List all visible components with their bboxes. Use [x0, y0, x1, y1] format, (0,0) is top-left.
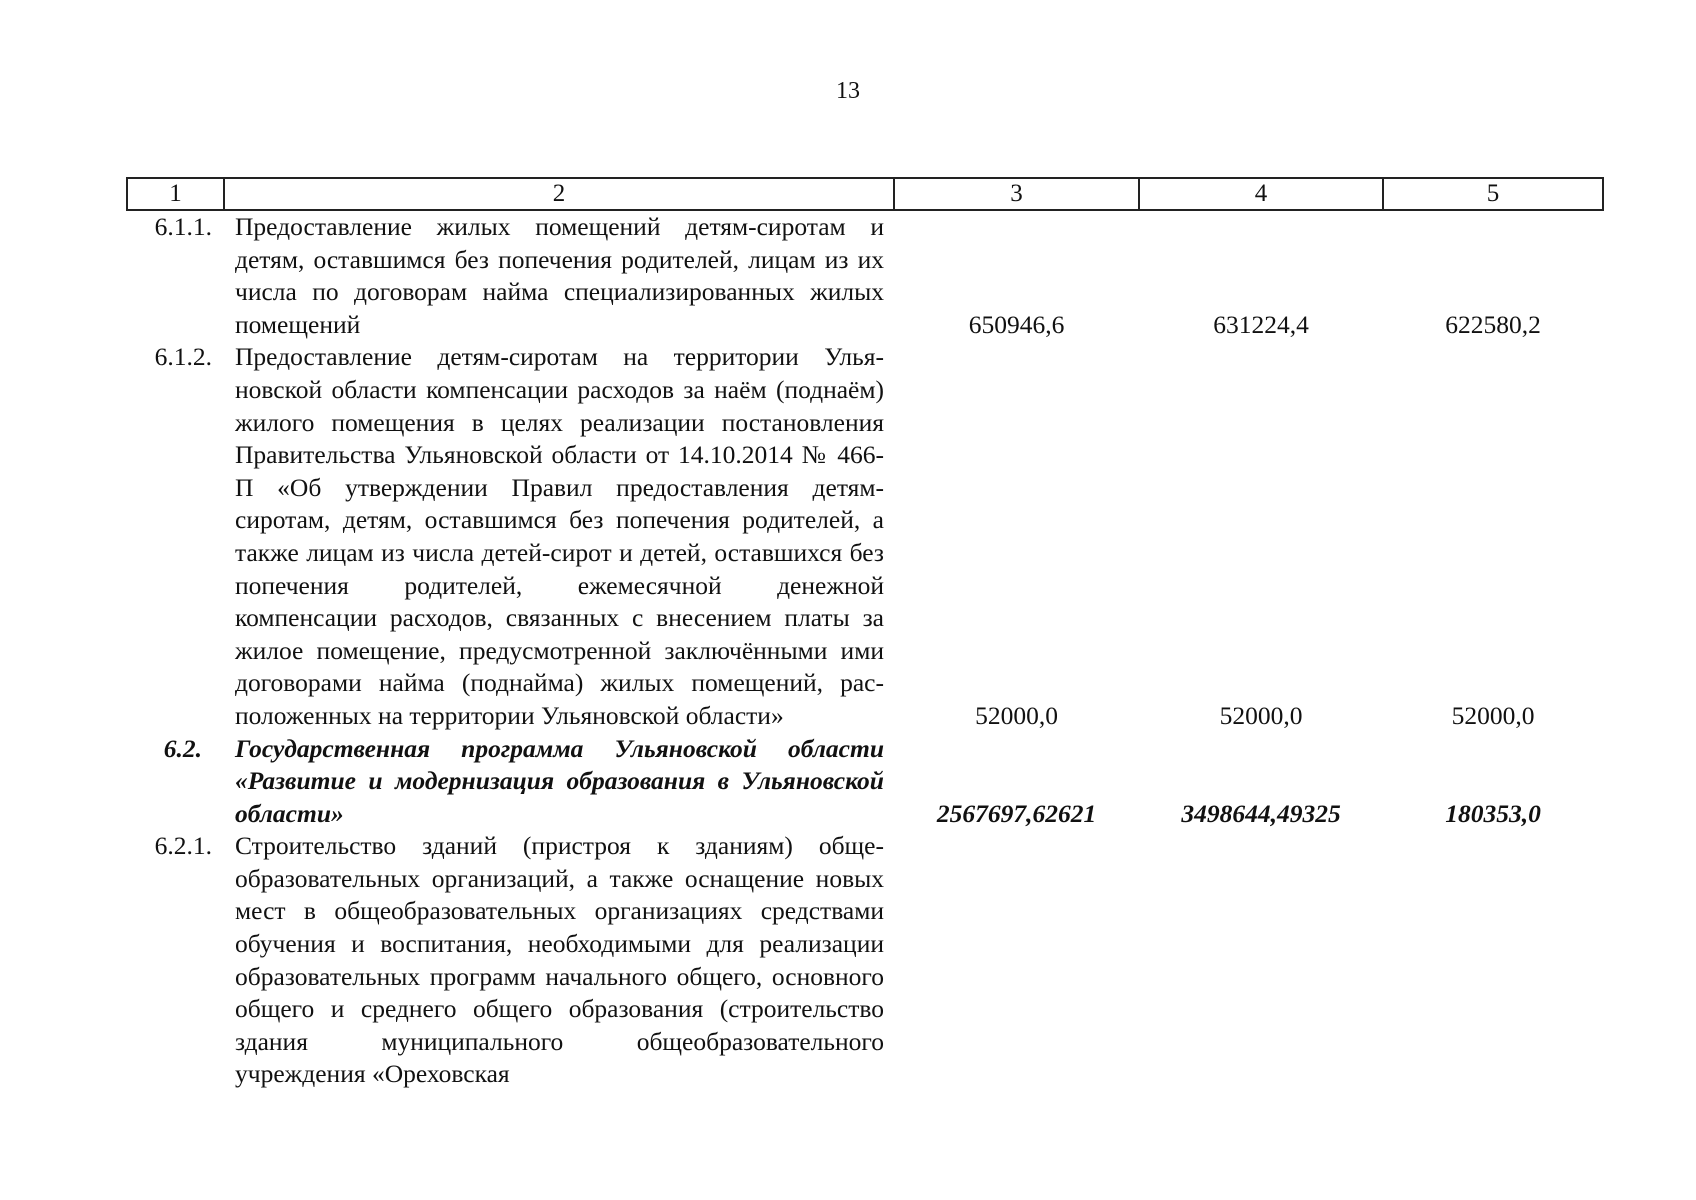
item-number: 6.2.1. — [154, 831, 212, 861]
table-row — [127, 210, 1603, 341]
table-row — [127, 341, 1603, 732]
value-col-5 — [1383, 830, 1603, 1091]
budget-table — [126, 177, 1604, 1091]
table-row — [127, 733, 1603, 831]
value-col-4: 3498644,49325 — [1181, 798, 1341, 828]
value-col-5: 622580,2 — [1445, 309, 1541, 339]
page-number: 13 — [836, 78, 860, 104]
table-header — [127, 178, 1603, 210]
column-header-5: 5 — [1383, 178, 1603, 210]
table-row — [127, 830, 1603, 1091]
value-col-5: 180353,0 — [1445, 798, 1541, 828]
value-col-3: 52000,0 — [975, 700, 1058, 730]
value-col-4: 52000,0 — [1219, 700, 1303, 730]
item-number: 6.1.1. — [154, 212, 212, 241]
item-description: Строительство зданий (пристроя к зданиям) общеобразовательных организаций, а также оснащение новых мест в общеобразовательных организациях средствами обучения и воспитания, необходимыми для реализации образовательных программ начального общего, основного общего и среднего общего образования (строительство здания муниципального общеобразовательного учреждения «Ореховская — [235, 831, 884, 1089]
column-header-3: 3 — [894, 178, 1139, 210]
item-description: Предоставление жилых помещений детям-сиротам и детям, оставшимся без попечения родителей, лицам из их числа по договорам найма специализированных жилых помещений — [235, 212, 884, 339]
value-col-3 — [894, 830, 1139, 1091]
column-header-4: 4 — [1139, 178, 1383, 210]
item-description: Государственная программа Ульяновской области «Развитие и модернизация образования в Ульяновской области» — [235, 733, 884, 828]
table-body — [127, 210, 1603, 1091]
value-col-5: 52000,0 — [1451, 700, 1535, 730]
value-col-3: 650946,6 — [968, 309, 1065, 339]
item-number: 6.2. — [163, 733, 202, 763]
column-header-1: 1 — [127, 178, 224, 210]
value-col-3: 2567697,62621 — [936, 798, 1097, 828]
value-col-4 — [1139, 830, 1383, 1091]
table-header-row — [127, 178, 1603, 210]
item-description: Предоставление детям-сиротам на территории Ульяновской области компенсации расходов за наём (поднаём) жилого помещения в целях реализации постановления Правительства Ульяновской области от 14.10.2014 № 466-П «Об утверждении Правил предоставления детям-сиротам, детям, оставшимся без попечения родителей, а также лицам из числа детей-сирот и детей, оставшихся без попечения родителей, ежемесячной денежной компенсации расходов, связанных с внесением платы за жилое помещение, предусмотренной заключёнными ими договорами найма (поднайма) жилых помещений, расположенных на территории Ульяновской области» — [235, 342, 884, 730]
item-number: 6.1.2. — [154, 342, 212, 372]
column-header-2: 2 — [224, 178, 894, 210]
value-col-4: 631224,4 — [1213, 309, 1309, 339]
